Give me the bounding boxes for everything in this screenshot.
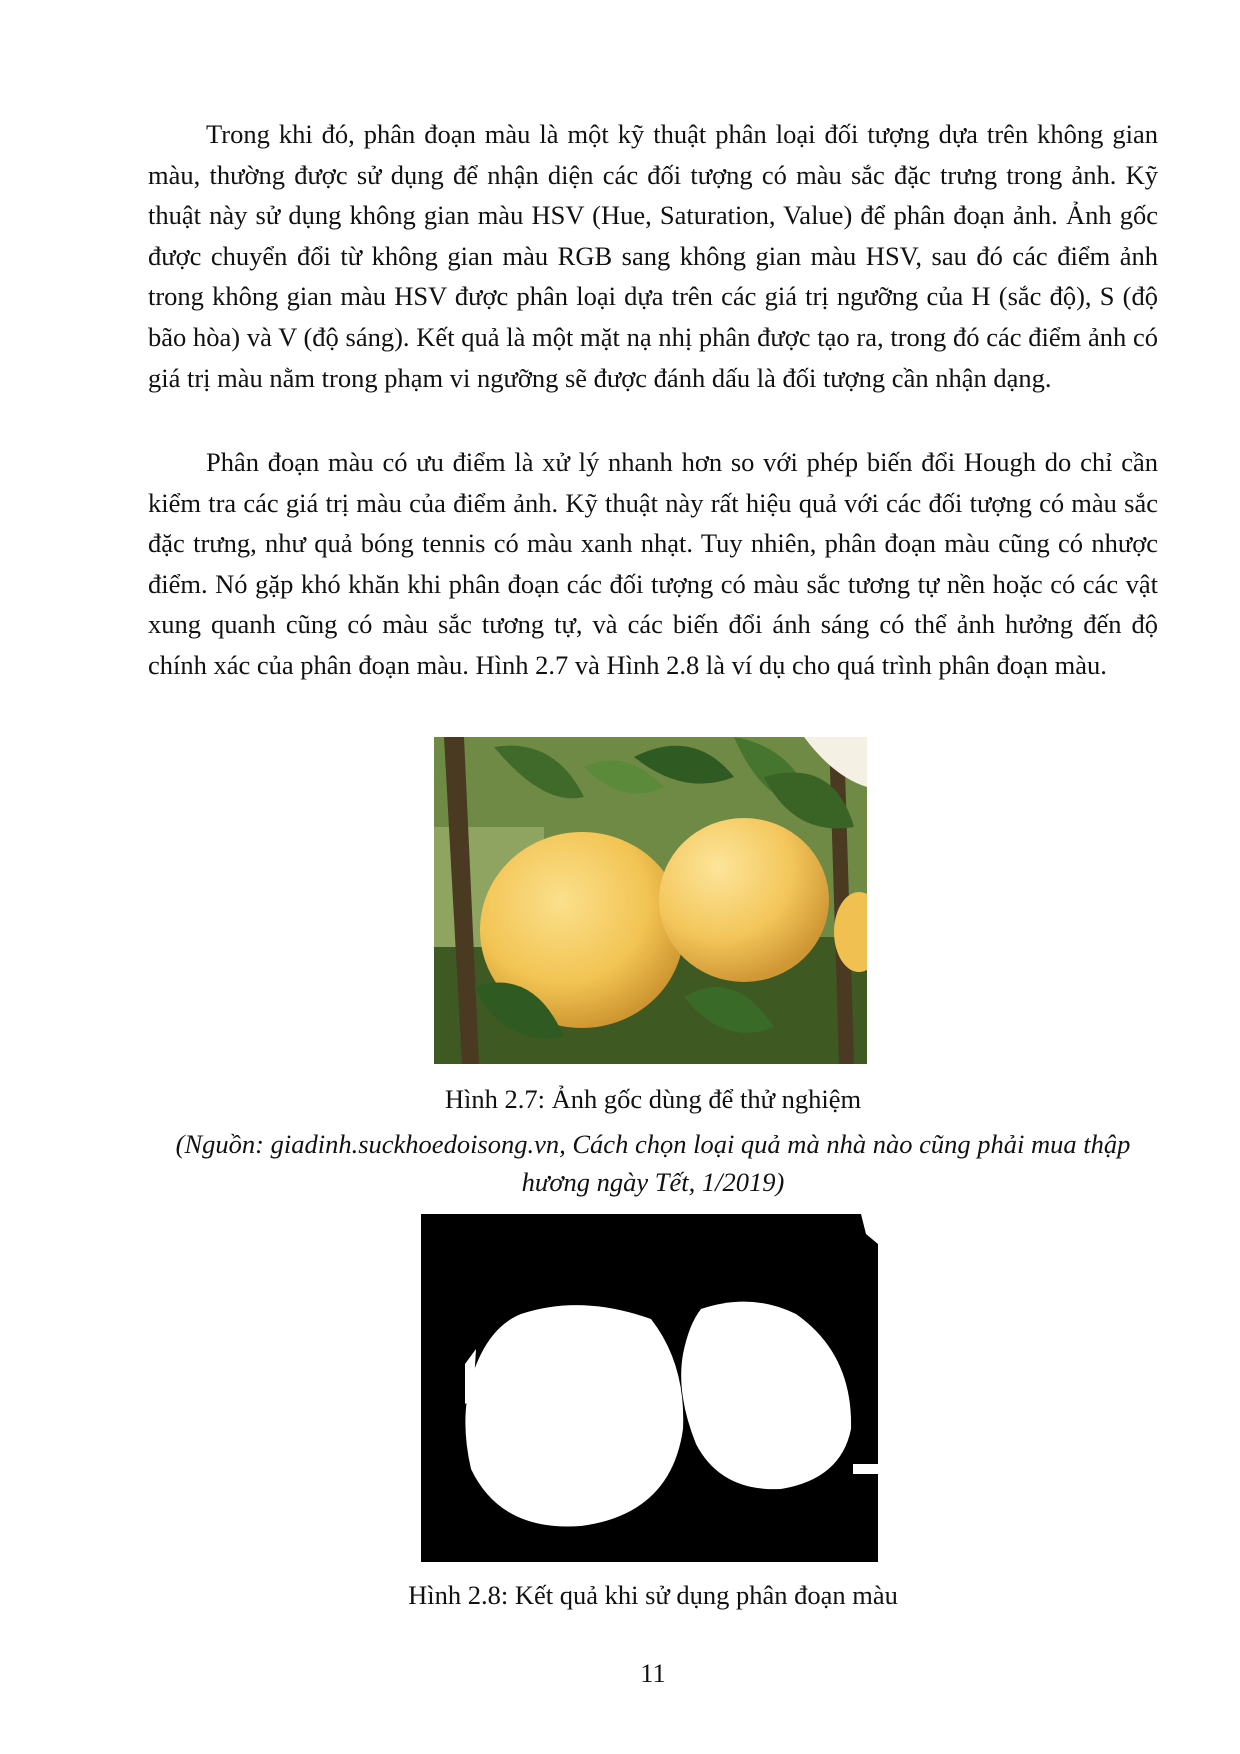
figure-2-7-caption: Hình 2.7: Ảnh gốc dùng để thử nghiệm (444, 1084, 862, 1114)
paragraph-2: Phân đoạn màu có ưu điểm là xử lý nhanh hơn so với phép biến đổi Hough do chỉ cần kiểm tra các giá trị màu của điểm ảnh. Kỹ thuật này rất hiệu quả với các đối tượng có màu sắc đặc trưng, như quả bóng tennis có màu xanh nhạt. Tuy nhiên, phân đoạn màu cũng có nhược điểm. Nó gặp khó khăn khi phân đoạn các đối tượng có màu sắc tương tự nền hoặc có các vật xung quanh cũng có màu sắc tương tự, và các biến đổi ánh sáng có thể ảnh hưởng đến độ chính xác của phân đoạn màu. Hình 2.7 và Hình 2.8 là ví dụ cho quá trình phân đoạn màu. (148, 447, 1158, 680)
paragraph-1: Trong khi đó, phân đoạn màu là một kỹ thuật phân loại đối tượng dựa trên không gian màu, thường được sử dụng để nhận diện các đối tượng có màu sắc đặc trưng trong ảnh. Kỹ thuật này sử dụng không gian màu HSV (Hue, Saturation, Value) để phân đoạn ảnh. Ảnh gốc được chuyển đổi từ không gian màu RGB sang không gian màu HSV, sau đó các điểm ảnh trong không gian màu HSV được phân loại dựa trên các giá trị ngưỡng của H (sắc độ), S (độ bão hòa) và V (độ sáng). Kết quả là một mặt nạ nhị phân được tạo ra, trong đó các điểm ảnh có giá trị màu nằm trong phạm vi ngưỡng sẽ được đánh dấu là đối tượng cần nhận dạng. (148, 119, 1158, 393)
figure-2-8-caption: Hình 2.8: Kết quả khi sử dụng phân đoạn màu (408, 1580, 898, 1610)
segmentation-mask-image (421, 1214, 878, 1562)
page-number: 11 (640, 1658, 666, 1688)
grapefruit-photo (434, 737, 867, 1064)
figure-2-7-source: (Nguồn: giadinh.suckhoedoisong.vn, Cách chọn loại quả mà nhà nào cũng phải mua thập hương ngày Tết, 1/2019) (175, 1129, 1131, 1197)
